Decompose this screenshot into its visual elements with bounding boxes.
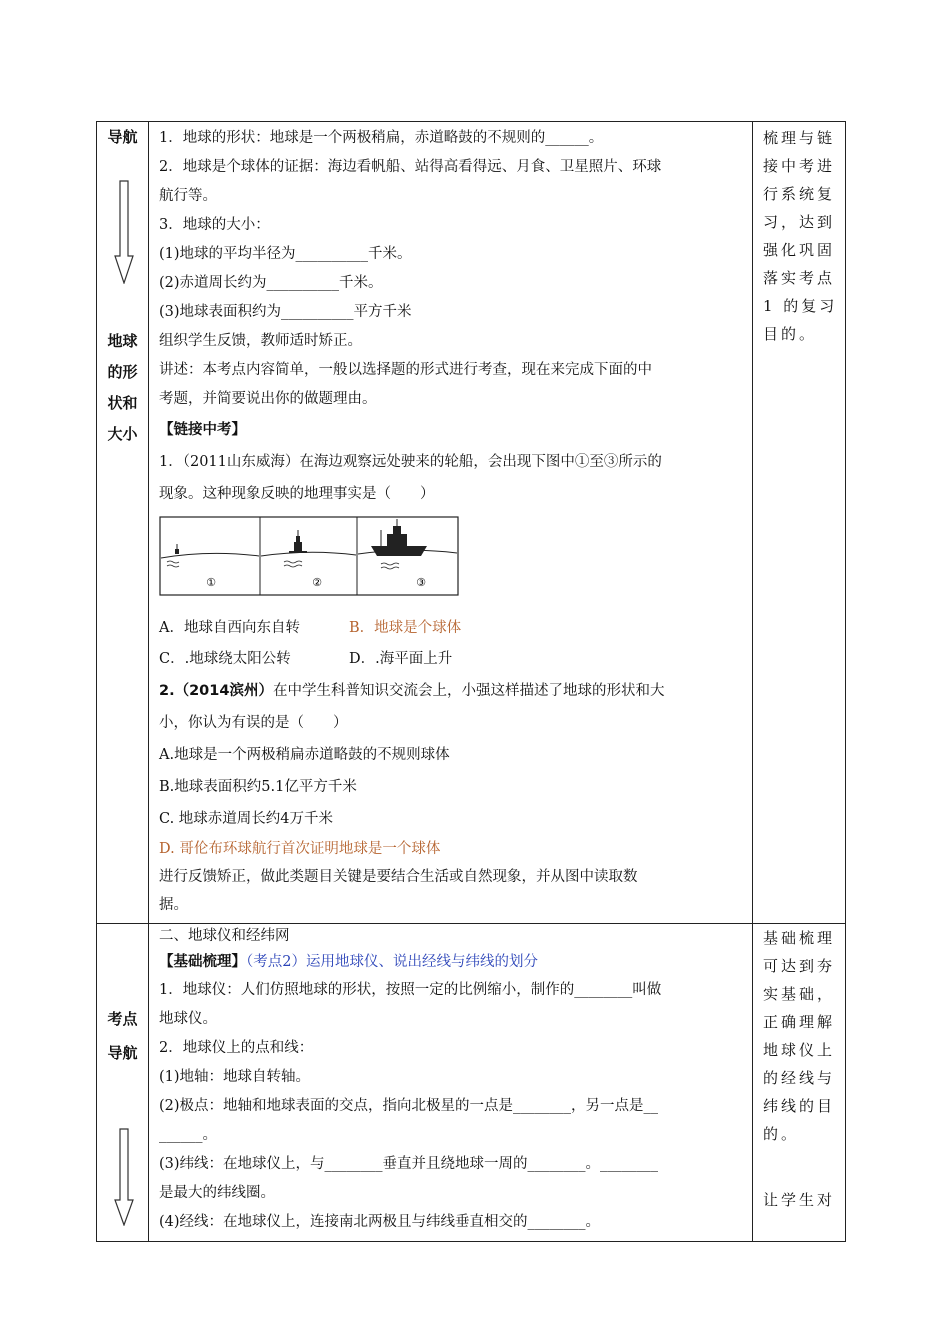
topic-nav-label (97, 1002, 148, 1070)
content-line: 是最大的纬线圈。 (159, 1185, 275, 1201)
content-line: 1．地球的形状：地球是一个两极稍扁，赤道略鼓的不规则的______。 (159, 130, 604, 146)
question2-line (159, 675, 744, 707)
content-line: 航行等。 (159, 188, 217, 204)
topic-label (97, 326, 148, 450)
note-line: 地球仪上 (763, 1041, 836, 1059)
q2-text: 在中学生科普知识交流会上，小强这样描述了地球的形状和大 (272, 683, 665, 699)
ship-figure (159, 516, 744, 609)
content-line: 2．地球是个球体的证据：海边看帆船、站得高看得远、月食、卫星照片、环球 (159, 159, 662, 175)
question1-line: 1．（2011山东威海）在海边观察远处驶来的轮船，会出现下图中①至③所示的 (159, 454, 662, 470)
q1-options-row (159, 613, 744, 643)
note-line: 梳理与链 (763, 129, 836, 147)
content-line: 地球仪。 (159, 1011, 217, 1027)
content-line: (2)极点：地轴和地球表面的交点，指向北极星的一点是________，另一点是__ (159, 1098, 659, 1114)
q2-option-c: C. 地球赤道周长约4万千米 (159, 811, 334, 827)
section2-left-cell (97, 924, 149, 1242)
section1-content-cell (149, 122, 753, 924)
q1-options-row (159, 643, 744, 675)
topic-nav-line: 导航 (107, 1044, 138, 1062)
content-line: 讲述：本考点内容简单，一般以选择题的形式进行考查，现在来完成下面的中 (159, 362, 652, 378)
topic-label-line: 的形 (107, 363, 138, 381)
q2-number: 2.（2014滨州） (159, 683, 273, 699)
note-line: 接中考进 (763, 157, 836, 175)
ship-approach-illustration (159, 516, 459, 598)
note-line: 落实考点 (763, 269, 836, 287)
note-line: 强化巩固 (763, 241, 836, 259)
note-line: 正确理解 (763, 1013, 836, 1031)
down-arrow-icon (114, 180, 134, 284)
section2-title: 二、地球仪和经纬网 (159, 928, 290, 944)
note-line: 让学生对 (763, 1191, 836, 1209)
q2-option-b: B.地球表面积约5.1亿平方千米 (159, 779, 357, 795)
note-line: 的经线与 (763, 1069, 836, 1087)
content-line: (1)地球的平均半径为__________千米。 (159, 246, 412, 262)
content-line: ______。 (159, 1127, 217, 1143)
topic-label-line: 地球 (107, 332, 138, 350)
link-exam-heading: 【链接中考】 (159, 422, 246, 438)
q1-option-a: A．地球自西向东自转 (159, 620, 300, 636)
note-line: 1 的复习 (763, 297, 838, 315)
q1-option-c: C．.地球绕太阳公转 (159, 651, 291, 667)
topic-label-line: 状和 (107, 394, 138, 412)
section1-right-cell (753, 122, 846, 924)
topic-nav-line: 考点 (107, 1010, 138, 1028)
content-line: 考题，并简要说出你的做题理由。 (159, 391, 377, 407)
content-line: 组织学生反馈，教师适时矫正。 (159, 333, 362, 349)
note-line: 可达到夯 (763, 957, 836, 975)
q1-option-b: B．地球是个球体 (349, 620, 462, 636)
section1-left-cell (97, 122, 149, 924)
figure-label: ③ (416, 576, 426, 589)
content-line: (4)经线：在地球仪上，连接南北两极且与纬线垂直相交的________。 (159, 1214, 601, 1230)
note-line: 习，达到 (763, 213, 836, 231)
note-line: 目的。 (763, 325, 818, 343)
section2-content-cell (149, 924, 753, 1242)
content-line: 2．地球仪上的点和线： (159, 1040, 314, 1056)
content-line: 1．地球仪：人们仿照地球的形状，按照一定的比例缩小，制作的________叫做 (159, 982, 662, 998)
note-line: 基础梳理 (763, 929, 836, 947)
exam-point-text: （考点2）运用地球仪、说出经线与纬线的划分 (246, 954, 538, 970)
question2-line: 小，你认为有误的是（ ） (159, 715, 348, 731)
topic-label-line: 大小 (107, 425, 138, 443)
section2-right-cell (753, 924, 846, 1242)
section-earth-shape (97, 122, 846, 924)
figure-label: ② (312, 576, 322, 589)
q1-option-d: D．.海平面上升 (349, 651, 453, 667)
closing-line: 据。 (159, 897, 188, 913)
note-line: 的。 (763, 1125, 800, 1143)
question1-line: 现象。这种现象反映的地理事实是（ ） (159, 486, 435, 502)
section-globe (97, 924, 846, 1242)
note-line: 行系统复 (763, 185, 836, 203)
figure-label: ① (206, 576, 216, 589)
basic-review-label: 【基础梳理】 (159, 954, 246, 970)
content-line: (1)地轴：地球自转轴。 (159, 1069, 311, 1085)
lesson-plan-table (96, 121, 846, 1242)
content-line: 3．地球的大小： (159, 217, 270, 233)
content-line: (3)地球表面积约为__________平方千米 (159, 304, 412, 320)
closing-line: 进行反馈矫正，做此类题目关键是要结合生活或自然现象，并从图中读取数 (159, 869, 638, 885)
note-line: 纬线的目 (763, 1097, 836, 1115)
note-line: 实基础， (763, 985, 836, 1003)
down-arrow-icon (114, 1128, 134, 1226)
q2-option-d: D. 哥伦布环球航行首次证明地球是一个球体 (159, 841, 441, 857)
basic-review-line (159, 948, 744, 976)
content-line: (2)赤道周长约为__________千米。 (159, 275, 383, 291)
content-line: (3)纬线：在地球仪上，与________垂直并且绕地球一周的________。________ (159, 1156, 659, 1172)
q2-option-a: A.地球是一个两极稍扁赤道略鼓的不规则球体 (159, 747, 450, 763)
nav-label: 导航 (107, 128, 138, 146)
